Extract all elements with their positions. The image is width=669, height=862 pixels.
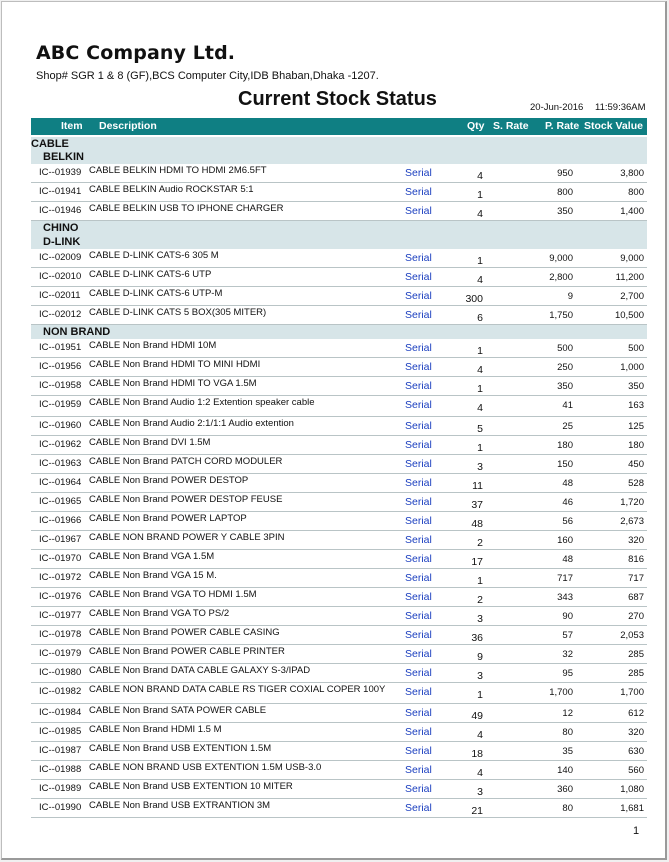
item-stock-value: 1,681 [620, 803, 644, 814]
item-p-rate: 350 [557, 206, 573, 217]
item-stock-value: 1,400 [620, 206, 644, 217]
item-qty: 4 [477, 274, 483, 286]
serial-link[interactable]: Serial [405, 648, 432, 660]
item-p-rate: 360 [557, 784, 573, 795]
group-header [31, 325, 647, 339]
item-stock-value: 560 [628, 765, 644, 776]
item-stock-value: 630 [628, 746, 644, 757]
table-row [31, 339, 647, 358]
item-p-rate: 150 [557, 459, 573, 470]
item-p-rate: 500 [557, 343, 573, 354]
item-p-rate: 90 [562, 611, 573, 622]
col-p-rate: P. Rate [545, 120, 580, 132]
table-row [31, 268, 647, 287]
serial-link[interactable]: Serial [405, 309, 432, 321]
table-row [31, 588, 647, 607]
table-row [31, 493, 647, 512]
item-description: CABLE BELKIN HDMI TO HDMI 2M6.5FT [89, 165, 267, 176]
item-p-rate: 9 [567, 291, 573, 302]
group-label: CHINO [43, 222, 79, 234]
item-description: CABLE Non Brand HDMI 1.5 M [89, 724, 222, 735]
category-label: CABLE [31, 138, 69, 150]
serial-link[interactable]: Serial [405, 707, 432, 719]
table-row [31, 645, 647, 664]
serial-link[interactable]: Serial [405, 783, 432, 795]
table-row [31, 799, 647, 818]
item-p-rate: 48 [562, 478, 573, 489]
group-header [31, 150, 647, 164]
item-qty: 1 [477, 189, 483, 201]
serial-link[interactable]: Serial [405, 342, 432, 354]
item-qty: 1 [477, 255, 483, 267]
serial-link[interactable]: Serial [405, 167, 432, 179]
item-p-rate: 80 [562, 727, 573, 738]
item-description: CABLE Non Brand DVI 1.5M [89, 437, 211, 448]
item-qty: 36 [471, 632, 483, 644]
item-p-rate: 25 [562, 421, 573, 432]
group-header [31, 235, 647, 249]
item-p-rate: 2,800 [549, 272, 573, 283]
item-description: CABLE Non Brand VGA 15 M. [89, 570, 217, 581]
item-p-rate: 950 [557, 168, 573, 179]
item-code: IC--01967 [39, 534, 82, 545]
serial-link[interactable]: Serial [405, 802, 432, 814]
item-code: IC--01959 [39, 399, 82, 410]
item-code: IC--01990 [39, 802, 82, 813]
item-description: CABLE Non Brand VGA TO PS/2 [89, 608, 230, 619]
item-p-rate: 41 [562, 400, 573, 411]
item-stock-value: 800 [628, 187, 644, 198]
serial-link[interactable]: Serial [405, 252, 432, 264]
item-qty: 1 [477, 575, 483, 587]
item-stock-value: 285 [628, 649, 644, 660]
item-description: CABLE Non Brand SATA POWER CABLE [89, 705, 267, 716]
item-p-rate: 160 [557, 535, 573, 546]
item-p-rate: 46 [562, 497, 573, 508]
table-row [31, 474, 647, 493]
item-code: IC--01958 [39, 380, 82, 391]
serial-link[interactable]: Serial [405, 534, 432, 546]
item-qty: 3 [477, 613, 483, 625]
item-description: CABLE Non Brand DATA CABLE GALAXY S-3/IPAD [89, 665, 311, 676]
item-stock-value: 1,720 [620, 497, 644, 508]
group-label: D-LINK [43, 236, 81, 248]
item-stock-value: 320 [628, 727, 644, 738]
item-code: IC--01980 [39, 667, 82, 678]
table-row [31, 183, 647, 202]
item-code: IC--01964 [39, 477, 82, 488]
serial-link[interactable]: Serial [405, 764, 432, 776]
item-stock-value: 320 [628, 535, 644, 546]
serial-link[interactable]: Serial [405, 380, 432, 392]
item-description: CABLE Non Brand USB EXTENTION 1.5M [89, 743, 272, 754]
report-page [1, 1, 667, 860]
item-qty: 4 [477, 364, 483, 376]
item-qty: 4 [477, 729, 483, 741]
item-description: CABLE Non Brand VGA 1.5M [89, 551, 215, 562]
item-stock-value: 3,800 [620, 168, 644, 179]
item-stock-value: 350 [628, 381, 644, 392]
table-row [31, 704, 647, 723]
serial-link[interactable]: Serial [405, 205, 432, 217]
item-description: CABLE Non Brand USB EXTRANTION 3M [89, 800, 271, 811]
item-code: IC--02011 [39, 290, 81, 301]
company-name: ABC Company Ltd. [36, 42, 236, 64]
table-row [31, 396, 647, 417]
page-number: 1 [633, 825, 640, 837]
serial-link[interactable]: Serial [405, 686, 432, 698]
item-stock-value: 1,700 [620, 687, 644, 698]
serial-link[interactable]: Serial [405, 591, 432, 603]
col-item: Item [61, 120, 83, 132]
item-stock-value: 2,700 [620, 291, 644, 302]
item-description: CABLE NON BRAND USB EXTENTION 1.5M USB-3.0 [89, 762, 322, 773]
group-label: NON BRAND [43, 326, 111, 338]
item-stock-value: 612 [628, 708, 644, 719]
table-row [31, 531, 647, 550]
group-header [31, 221, 647, 235]
item-qty: 3 [477, 670, 483, 682]
item-p-rate: 32 [562, 649, 573, 660]
item-stock-value: 1,000 [620, 362, 644, 373]
item-description: CABLE D-LINK CATS-6 UTP [89, 269, 212, 280]
item-p-rate: 80 [562, 803, 573, 814]
item-code: IC--01972 [39, 572, 82, 583]
item-description: CABLE Non Brand POWER CABLE CASING [89, 627, 280, 638]
table-row [31, 417, 647, 436]
table-row [31, 569, 647, 588]
item-stock-value: 180 [628, 440, 644, 451]
item-qty: 3 [477, 461, 483, 473]
table-header [31, 118, 647, 135]
col-qty: Qty [467, 120, 485, 132]
item-code: IC--01977 [39, 610, 82, 621]
item-qty: 1 [477, 345, 483, 357]
item-stock-value: 11,200 [615, 272, 644, 283]
item-p-rate: 180 [557, 440, 573, 451]
item-code: IC--01946 [39, 205, 82, 216]
item-qty: 4 [477, 208, 483, 220]
item-code: IC--01984 [39, 707, 82, 718]
serial-link[interactable]: Serial [405, 399, 432, 411]
table-row [31, 683, 647, 704]
item-qty: 18 [471, 748, 483, 760]
table-row [31, 607, 647, 626]
item-description: CABLE NON BRAND DATA CABLE RS TIGER COXIAL COPER 100Y [89, 684, 386, 695]
item-code: IC--01985 [39, 726, 82, 737]
item-p-rate: 350 [557, 381, 573, 392]
serial-link[interactable]: Serial [405, 477, 432, 489]
serial-link[interactable]: Serial [405, 420, 432, 432]
serial-link[interactable]: Serial [405, 553, 432, 565]
serial-link[interactable]: Serial [405, 439, 432, 451]
item-stock-value: 285 [628, 668, 644, 679]
item-stock-value: 816 [628, 554, 644, 565]
item-p-rate: 140 [557, 765, 573, 776]
item-p-rate: 1,700 [549, 687, 573, 698]
serial-link[interactable]: Serial [405, 610, 432, 622]
item-code: IC--01956 [39, 361, 82, 372]
item-description: CABLE Non Brand USB EXTENTION 10 MITER [89, 781, 293, 792]
item-stock-value: 717 [628, 573, 644, 584]
item-stock-value: 1,080 [620, 784, 644, 795]
item-qty: 17 [471, 556, 483, 568]
item-qty: 37 [471, 499, 483, 511]
item-code: IC--02010 [39, 271, 82, 282]
item-qty: 1 [477, 442, 483, 454]
item-qty: 6 [477, 312, 483, 324]
serial-link[interactable]: Serial [405, 271, 432, 283]
item-p-rate: 35 [562, 746, 573, 757]
item-stock-value: 528 [628, 478, 644, 489]
col-stock-value: Stock Value [584, 120, 643, 132]
item-qty: 48 [471, 518, 483, 530]
table-row [31, 164, 647, 183]
table-row [31, 664, 647, 683]
serial-link[interactable]: Serial [405, 290, 432, 302]
item-code: IC--01987 [39, 745, 82, 756]
table-row [31, 626, 647, 645]
item-description: CABLE Non Brand HDMI 10M [89, 340, 217, 351]
item-description: CABLE Non Brand POWER DESTOP [89, 475, 249, 486]
serial-link[interactable]: Serial [405, 186, 432, 198]
table-row [31, 512, 647, 531]
group-label: BELKIN [43, 151, 84, 163]
item-description: CABLE Non Brand POWER DESTOP FEUSE [89, 494, 283, 505]
table-row [31, 455, 647, 474]
item-description: CABLE Non Brand HDMI TO MINI HDMI [89, 359, 261, 370]
serial-link[interactable]: Serial [405, 515, 432, 527]
serial-link[interactable]: Serial [405, 572, 432, 584]
item-qty: 11 [472, 480, 483, 492]
table-row [31, 780, 647, 799]
item-p-rate: 800 [557, 187, 573, 198]
report-date: 20-Jun-2016 [530, 102, 584, 113]
table-row [31, 761, 647, 780]
category-header [31, 137, 647, 150]
item-p-rate: 57 [562, 630, 573, 641]
item-code: IC--01976 [39, 591, 82, 602]
item-qty: 2 [477, 537, 483, 549]
item-description: CABLE D-LINK CATS 5 BOX(305 MITER) [89, 307, 267, 318]
item-description: CABLE BELKIN USB TO IPHONE CHARGER [89, 203, 284, 214]
item-qty: 1 [477, 383, 483, 395]
item-p-rate: 343 [557, 592, 573, 603]
item-description: CABLE Non Brand Audio 1:2 Extention speaker cable [89, 397, 315, 408]
serial-link[interactable]: Serial [405, 629, 432, 641]
item-qty: 49 [471, 710, 483, 722]
item-code: IC--01966 [39, 515, 82, 526]
item-p-rate: 9,000 [549, 253, 573, 264]
item-stock-value: 9,000 [620, 253, 644, 264]
item-code: IC--02012 [39, 309, 82, 320]
item-stock-value: 687 [628, 592, 644, 603]
company-address: Shop# SGR 1 & 8 (GF),BCS Computer City,IDB Bhaban,Dhaka -1207. [36, 70, 379, 82]
item-qty: 4 [477, 402, 483, 414]
item-description: CABLE Non Brand VGA TO HDMI 1.5M [89, 589, 257, 600]
item-description: CABLE Non Brand PATCH CORD MODULER [89, 456, 283, 467]
report-time: 11:59:36AM [595, 102, 646, 113]
serial-link[interactable]: Serial [405, 361, 432, 373]
item-stock-value: 10,500 [614, 310, 644, 321]
serial-link[interactable]: Serial [405, 726, 432, 738]
serial-link[interactable]: Serial [405, 458, 432, 470]
item-qty: 21 [471, 805, 483, 817]
serial-link[interactable]: Serial [405, 496, 432, 508]
item-code: IC--01951 [39, 342, 82, 353]
item-qty: 1 [477, 689, 483, 701]
item-code: IC--01941 [39, 186, 82, 197]
table-row [31, 249, 647, 268]
item-p-rate: 95 [562, 668, 573, 679]
item-qty: 4 [477, 767, 483, 779]
item-code: IC--01982 [39, 686, 82, 697]
item-description: CABLE Non Brand POWER CABLE PRINTER [89, 646, 285, 657]
item-stock-value: 270 [628, 611, 644, 622]
item-code: IC--01962 [39, 439, 82, 450]
item-p-rate: 1,750 [549, 310, 573, 321]
item-qty: 5 [477, 423, 483, 435]
item-code: IC--01979 [39, 648, 82, 659]
item-stock-value: 125 [628, 421, 644, 432]
item-code: IC--02009 [39, 252, 82, 263]
item-qty: 3 [477, 786, 483, 798]
item-code: IC--01978 [39, 629, 82, 640]
report-title: Current Stock Status [238, 88, 437, 110]
table-row [31, 723, 647, 742]
item-description: CABLE D-LINK CATS-6 UTP-M [89, 288, 223, 299]
col-s-rate: S. Rate [493, 120, 529, 132]
item-code: IC--01970 [39, 553, 82, 564]
table-row [31, 742, 647, 761]
table-row [31, 358, 647, 377]
item-description: CABLE Non Brand Audio 2:1/1:1 Audio extention [89, 418, 294, 429]
serial-link[interactable]: Serial [405, 745, 432, 757]
item-stock-value: 163 [628, 400, 644, 411]
item-code: IC--01960 [39, 420, 82, 431]
item-code: IC--01939 [39, 167, 82, 178]
table-row [31, 436, 647, 455]
item-description: CABLE Non Brand POWER LAPTOP [89, 513, 247, 524]
table-row [31, 377, 647, 396]
table-row [31, 287, 647, 306]
item-code: IC--01965 [39, 496, 82, 507]
table-row [31, 202, 647, 221]
item-description: CABLE BELKIN Audio ROCKSTAR 5:1 [89, 184, 254, 195]
item-code: IC--01963 [39, 458, 82, 469]
item-p-rate: 250 [557, 362, 573, 373]
item-p-rate: 12 [562, 708, 573, 719]
item-stock-value: 500 [628, 343, 644, 354]
item-qty: 300 [465, 293, 483, 305]
item-p-rate: 48 [562, 554, 573, 565]
item-qty: 4 [477, 170, 483, 182]
item-p-rate: 717 [557, 573, 573, 584]
serial-link[interactable]: Serial [405, 667, 432, 679]
item-p-rate: 56 [562, 516, 573, 527]
item-description: CABLE Non Brand HDMI TO VGA 1.5M [89, 378, 257, 389]
item-stock-value: 2,673 [620, 516, 644, 527]
item-stock-value: 450 [628, 459, 644, 470]
item-code: IC--01988 [39, 764, 82, 775]
item-qty: 9 [477, 651, 483, 663]
item-code: IC--01989 [39, 783, 82, 794]
item-qty: 2 [477, 594, 483, 606]
item-description: CABLE D-LINK CATS-6 305 M [89, 250, 219, 261]
item-stock-value: 2,053 [620, 630, 644, 641]
table-row [31, 306, 647, 325]
item-description: CABLE NON BRAND POWER Y CABLE 3PIN [89, 532, 285, 543]
col-description: Description [99, 120, 157, 132]
table-row [31, 550, 647, 569]
